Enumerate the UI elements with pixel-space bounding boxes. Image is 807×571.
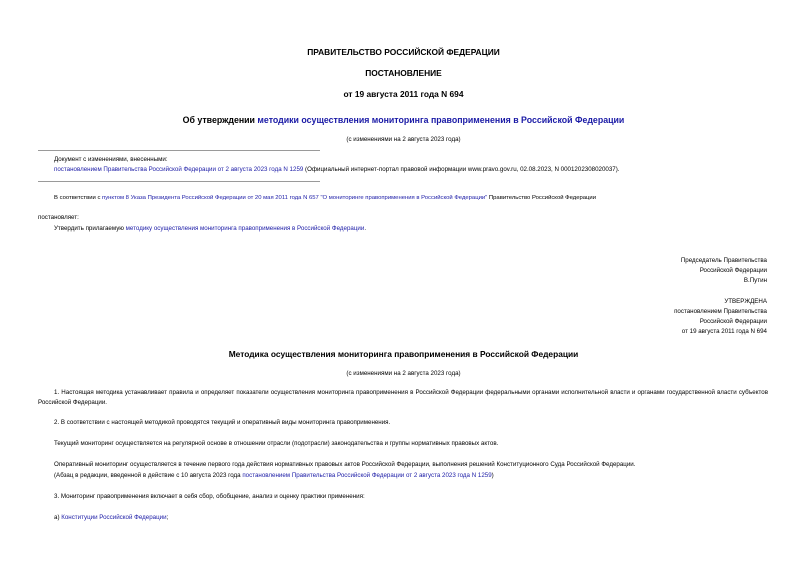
constitution-link[interactable]: Конституции Российской Федерации xyxy=(61,514,167,521)
paragraph-4: Оперативный мониторинг осуществляется в течение первого года действия нормативных правовых актов Российской Федерации, выполнения решений Конституционного Суда Российской Федерации. xyxy=(54,461,636,468)
government-heading: ПРАВИТЕЛЬСТВО РОССИЙСКОЙ ФЕДЕРАЦИИ xyxy=(307,47,500,57)
document-title xyxy=(0,115,807,125)
amendments-line xyxy=(54,166,620,173)
signature-name: В.Путин xyxy=(743,277,767,284)
amendment-source: (Официальный интернет-портал правовой информации www.pravo.gov.ru, 02.08.2023, N 0001202308020037). xyxy=(303,166,620,173)
approve-line xyxy=(54,225,366,232)
note-suffix: ) xyxy=(491,472,494,479)
paragraph-3: Текущий мониторинг осуществляется на регулярной основе в отношении отрасли (подотрасли) законодательства и группы нормативных правовых актов. xyxy=(54,440,499,447)
item-a xyxy=(54,514,168,521)
preamble xyxy=(54,195,596,201)
approval-country: Российской Федерации xyxy=(699,318,767,325)
approve-prefix: Утвердить прилагаемую xyxy=(54,225,126,232)
presidential-decree-link[interactable]: пунктом 8 Указа Президента Российской Федерации от 20 мая 2011 года N 657 "О мониторинге правоприменения в Российской Федерации" xyxy=(102,195,488,201)
approved-methodology-link[interactable]: методику осуществления мониторинга правоприменения в Российской Федерации xyxy=(125,225,365,232)
methodology-title: Методика осуществления мониторинга правоприменения в Российской Федерации xyxy=(228,349,579,359)
paragraph-4-note xyxy=(54,472,494,479)
item-a-suffix: ; xyxy=(166,514,169,521)
divider-bottom xyxy=(38,181,320,182)
amendment-decree-link[interactable]: постановлением Правительства Российской Федерации от 2 августа 2023 года N 1259 xyxy=(54,166,304,173)
paragraph-1-text: 1. Настоящая методика устанавливает правила и определяет показатели осуществления мониторинга правоприменения в Российской Федерации федеральными органами исполнительной власти и органами государственной власти субъектов Российской Федерации. xyxy=(38,389,768,406)
title-methodology-link[interactable]: методики осуществления мониторинга правоприменения в Российской Федерации xyxy=(257,115,625,125)
approval-decree: постановлением Правительства xyxy=(674,308,767,315)
title-prefix: Об утверждении xyxy=(182,115,258,125)
approval-date: от 19 августа 2011 года N 694 xyxy=(681,328,767,335)
title-changes-note: (с изменениями на 2 августа 2023 года) xyxy=(346,136,461,143)
signature-country: Российской Федерации xyxy=(699,267,767,274)
note-decree-link[interactable]: постановлением Правительства Российской Федерации от 2 августа 2023 года N 1259 xyxy=(242,472,492,479)
paragraph-1 xyxy=(38,388,768,408)
approval-heading: УТВЕРЖДЕНА xyxy=(724,298,767,305)
note-prefix: (Абзац в редакции, введенной в действие с 10 августа 2023 года xyxy=(54,472,243,479)
preamble-prefix: В соответствии с xyxy=(54,195,103,201)
divider-top xyxy=(38,150,320,151)
approve-suffix: . xyxy=(364,225,367,232)
document-date-number: от 19 августа 2011 года N 694 xyxy=(343,89,464,99)
paragraph-2: 2. В соответствии с настоящей методикой проводятся текущий и оперативный виды мониторинга правоприменения. xyxy=(54,419,391,426)
item-a-prefix: а) xyxy=(54,514,62,521)
methodology-changes-note: (с изменениями на 2 августа 2023 года) xyxy=(346,370,461,377)
document-type: ПОСТАНОВЛЕНИЕ xyxy=(365,68,442,78)
signature-position: Председатель Правительства xyxy=(680,257,767,264)
decrees-word: постановляет: xyxy=(38,214,79,221)
preamble-suffix: Правительство Российской Федерации xyxy=(487,195,596,201)
amendments-intro: Документ с изменениями, внесенными: xyxy=(54,156,168,163)
paragraph-5: 3. Мониторинг правоприменения включает в себя сбор, обобщение, анализ и оценку практики применения: xyxy=(54,493,365,500)
